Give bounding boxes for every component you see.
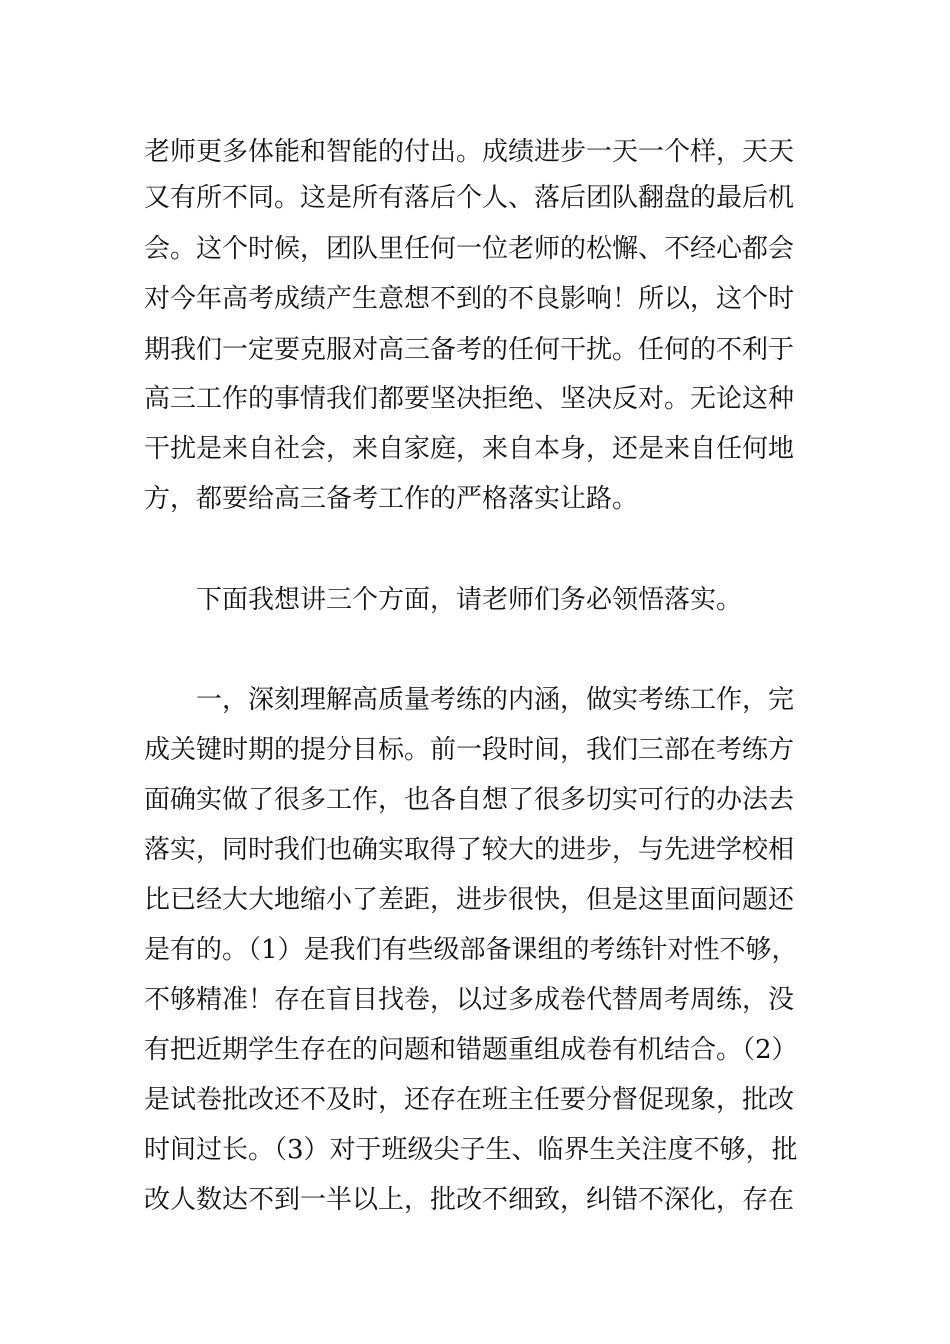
text-line: 下面我想讲三个方面，请老师们务必领悟落实。 — [196, 585, 743, 615]
text-line: 是有的。（1）是我们有些级部备课组的考练针对性不够， — [144, 935, 798, 965]
text-line: 不够精准！存在盲目找卷，以过多成卷代替周考周练，没 — [144, 985, 795, 1015]
text-line: 是试卷批改还不及时，还存在班主任要分督促现象，批改 — [144, 1085, 795, 1115]
text-line: 干扰是来自社会，来自家庭，来自本身，还是来自任何地 — [144, 434, 795, 464]
text-line: 有把近期学生存在的问题和错题重组成卷有机结合。（2） — [144, 1035, 798, 1065]
text-line: 老师更多体能和智能的付出。成绩进步一天一个样，天天 — [144, 137, 795, 167]
text-line: 比已经大大地缩小了差距，进步很快，但是这里面问题还 — [144, 885, 795, 915]
text-line: 落实，同时我们也确实取得了较大的进步，与先进学校相 — [144, 835, 795, 865]
text-line: 面确实做了很多工作，也各自想了很多切实可行的办法去 — [144, 785, 795, 815]
text-line: 期我们一定要克服对高三备考的任何干扰。任何的不利于 — [144, 335, 795, 365]
text-line: 又有所不同。这是所有落后个人、落后团队翻盘的最后机 — [144, 183, 795, 213]
text-line: 高三工作的事情我们都要坚决拒绝、坚决反对。无论这种 — [144, 384, 795, 414]
text-line: 会。这个时候，团队里任何一位老师的松懈、不经心都会 — [144, 234, 795, 264]
text-line: 对今年高考成绩产生意想不到的不良影响！所以，这个时 — [144, 284, 795, 314]
text-line: 时间过长。（3）对于班级尖子生、临界生关注度不够，批 — [144, 1135, 798, 1165]
text-line: 方，都要给高三备考工作的严格落实让路。 — [144, 484, 639, 514]
text-line: 成关键时期的提分目标。前一段时间，我们三部在考练方 — [144, 735, 795, 765]
text-line: 改人数达不到一半以上，批改不细致，纠错不深化，存在 — [144, 1185, 795, 1215]
text-line: 一，深刻理解高质量考练的内涵，做实考练工作，完 — [196, 685, 795, 715]
